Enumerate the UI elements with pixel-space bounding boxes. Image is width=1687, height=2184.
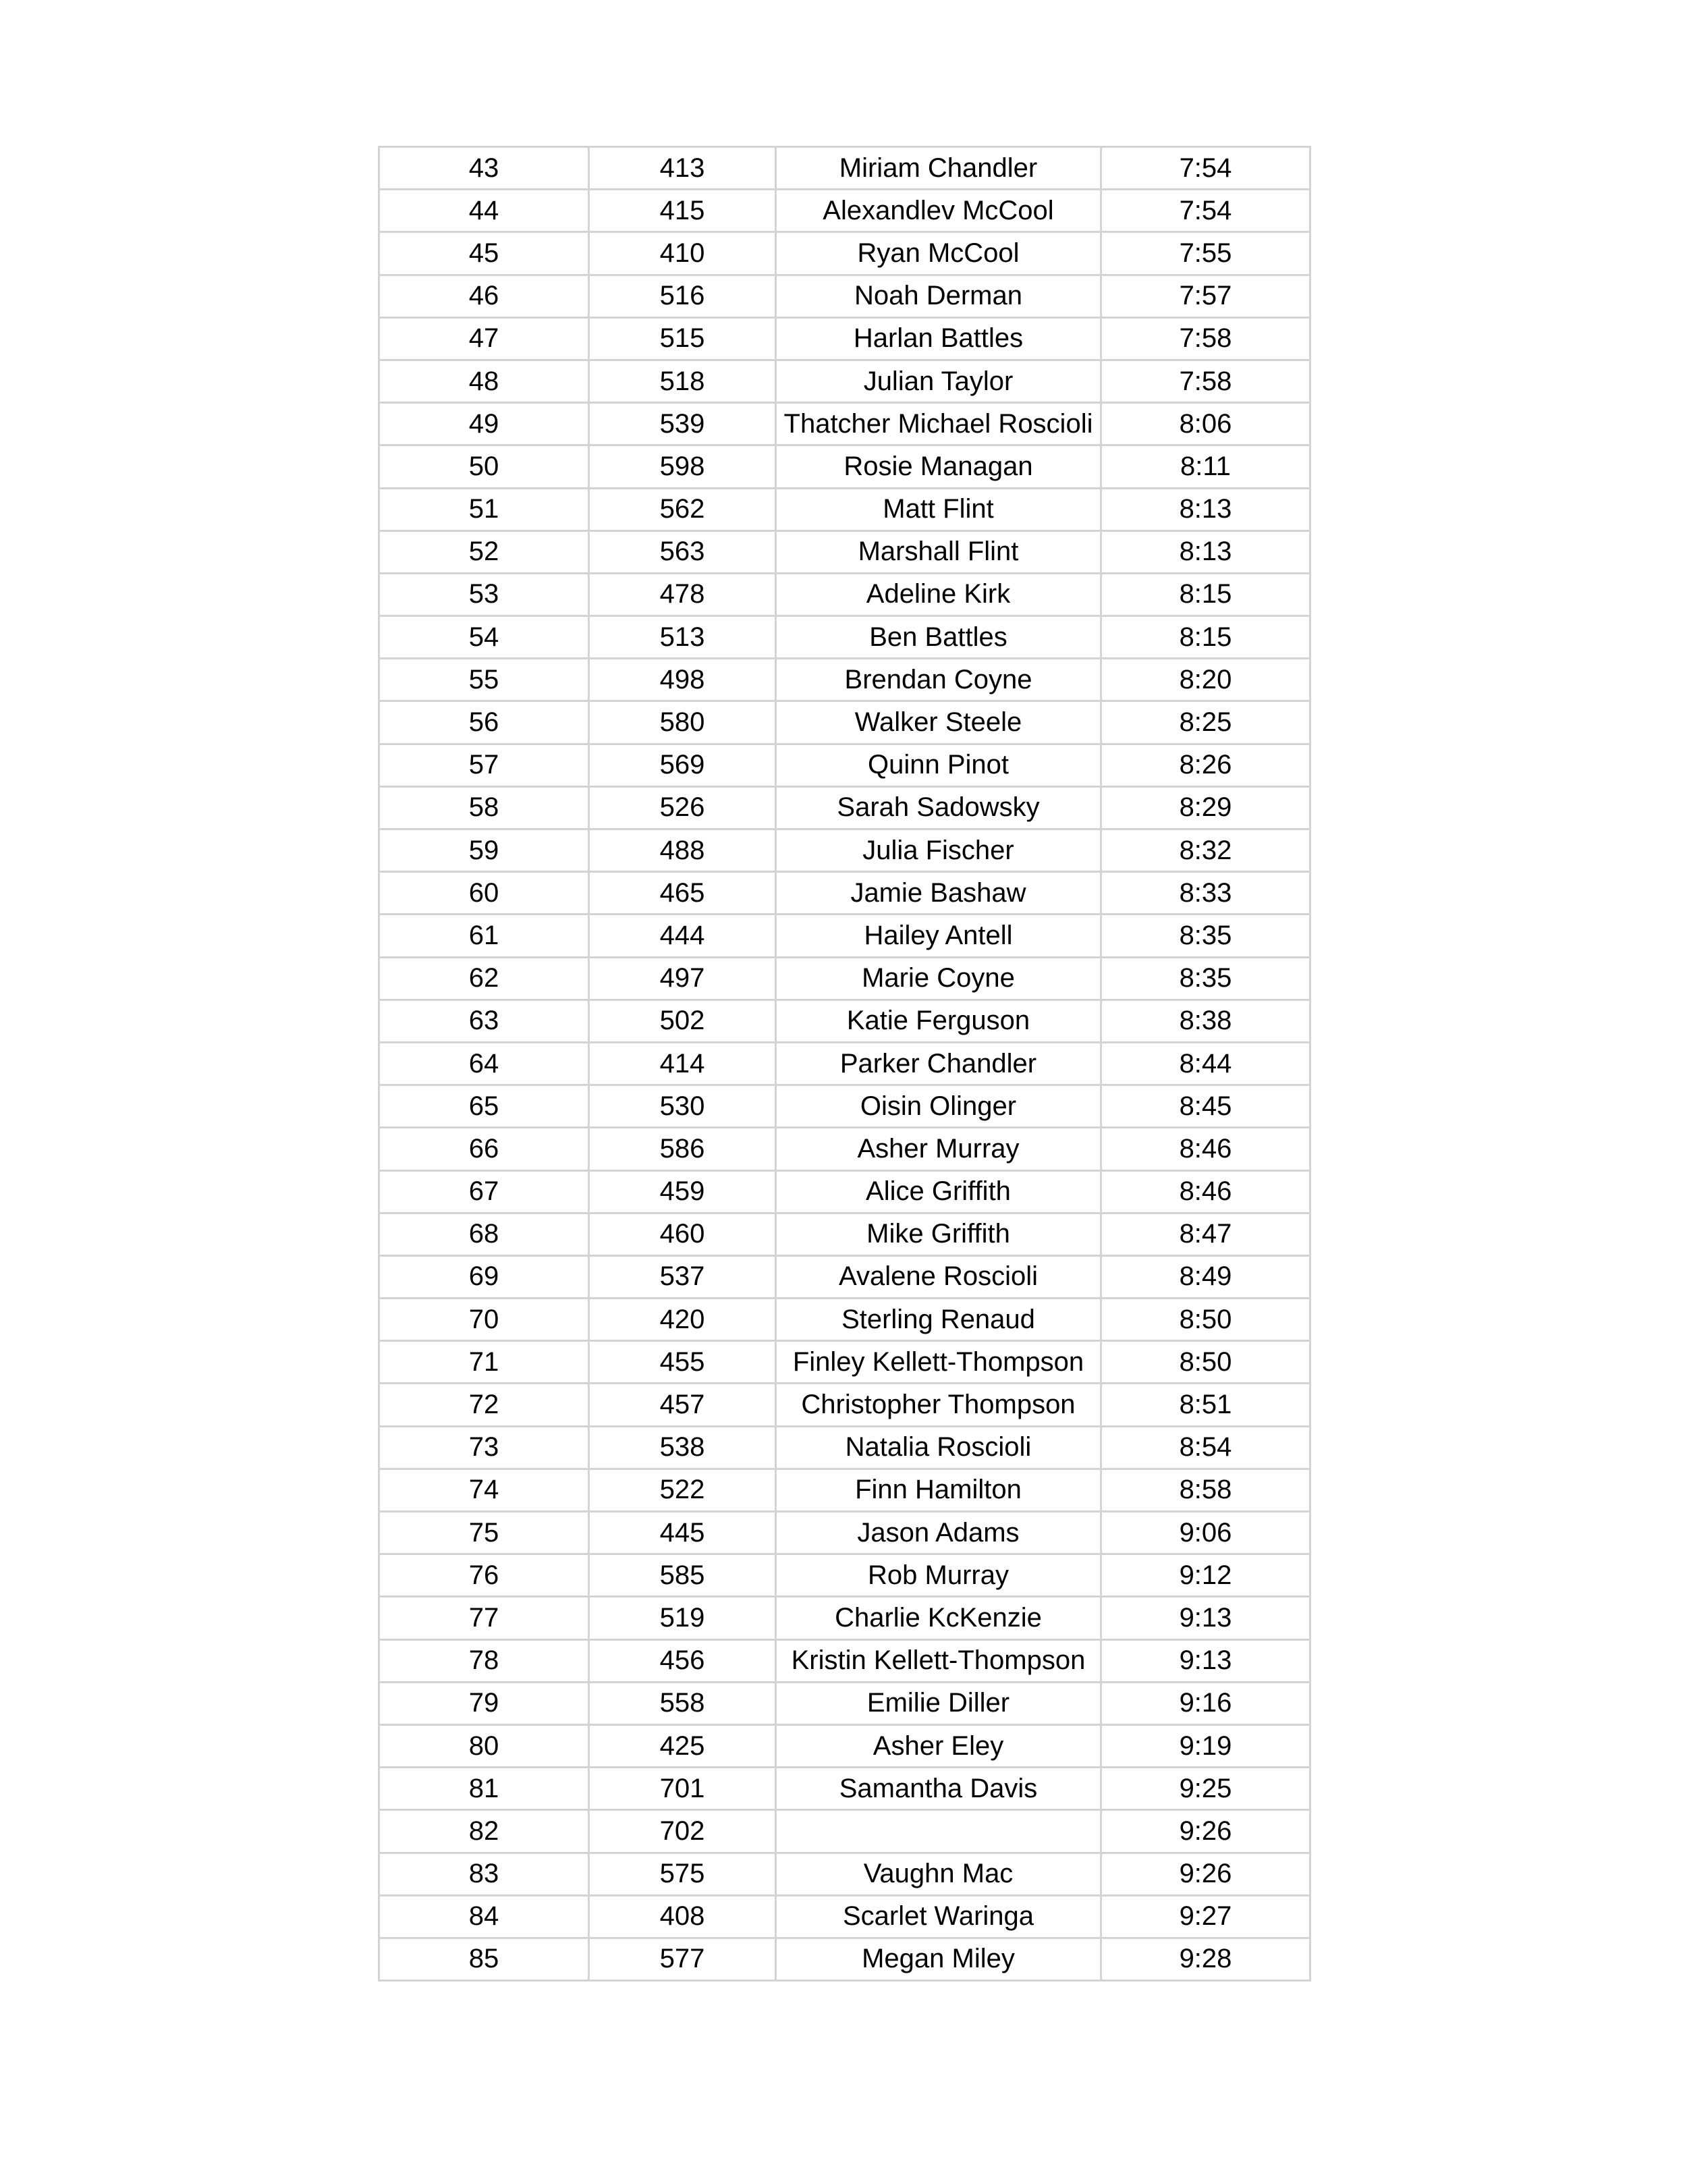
bib-cell: 497 bbox=[589, 957, 776, 1000]
finish-time-cell: 9:19 bbox=[1101, 1724, 1310, 1767]
bib-cell: 498 bbox=[589, 659, 776, 701]
place-cell: 73 bbox=[379, 1426, 589, 1469]
finish-time-cell: 8:50 bbox=[1101, 1299, 1310, 1341]
runner-name-cell: Oisin Olinger bbox=[776, 1085, 1101, 1128]
finish-time-cell: 7:54 bbox=[1101, 147, 1310, 190]
table-row bbox=[379, 488, 1310, 530]
table-row bbox=[379, 275, 1310, 317]
runner-name-cell: Finley Kellett-Thompson bbox=[776, 1341, 1101, 1384]
runner-name-cell: Matt Flint bbox=[776, 488, 1101, 530]
finish-time-cell: 8:11 bbox=[1101, 445, 1310, 488]
runner-name-cell: Alexandlev McCool bbox=[776, 190, 1101, 232]
bib-cell: 598 bbox=[589, 445, 776, 488]
runner-name-cell: Jason Adams bbox=[776, 1512, 1101, 1554]
table-row bbox=[379, 872, 1310, 914]
finish-time-cell: 8:32 bbox=[1101, 829, 1310, 872]
finish-time-cell: 7:57 bbox=[1101, 275, 1310, 317]
runner-name-cell: Scarlet Waringa bbox=[776, 1895, 1101, 1938]
finish-time-cell: 8:33 bbox=[1101, 872, 1310, 914]
bib-cell: 585 bbox=[589, 1554, 776, 1597]
place-cell: 60 bbox=[379, 872, 589, 914]
runner-name-cell: Asher Murray bbox=[776, 1128, 1101, 1170]
place-cell: 69 bbox=[379, 1255, 589, 1298]
place-cell: 83 bbox=[379, 1853, 589, 1895]
finish-time-cell: 8:13 bbox=[1101, 530, 1310, 573]
bib-cell: 408 bbox=[589, 1895, 776, 1938]
bib-cell: 444 bbox=[589, 914, 776, 957]
table-row bbox=[379, 1426, 1310, 1469]
bib-cell: 414 bbox=[589, 1042, 776, 1085]
bib-cell: 537 bbox=[589, 1255, 776, 1298]
table-row bbox=[379, 1042, 1310, 1085]
finish-time-cell: 7:55 bbox=[1101, 232, 1310, 275]
place-cell: 45 bbox=[379, 232, 589, 275]
table-row bbox=[379, 360, 1310, 402]
runner-name-cell: Brendan Coyne bbox=[776, 659, 1101, 701]
table-row bbox=[379, 1213, 1310, 1255]
finish-time-cell: 8:35 bbox=[1101, 957, 1310, 1000]
place-cell: 77 bbox=[379, 1597, 589, 1639]
bib-cell: 563 bbox=[589, 530, 776, 573]
place-cell: 71 bbox=[379, 1341, 589, 1384]
table-row bbox=[379, 1469, 1310, 1511]
bib-cell: 516 bbox=[589, 275, 776, 317]
runner-name-cell: Harlan Battles bbox=[776, 317, 1101, 360]
place-cell: 51 bbox=[379, 488, 589, 530]
finish-time-cell: 8:46 bbox=[1101, 1170, 1310, 1213]
runner-name-cell: Mike Griffith bbox=[776, 1213, 1101, 1255]
place-cell: 70 bbox=[379, 1299, 589, 1341]
table-row bbox=[379, 530, 1310, 573]
bib-cell: 575 bbox=[589, 1853, 776, 1895]
table-row bbox=[379, 1299, 1310, 1341]
finish-time-cell: 8:47 bbox=[1101, 1213, 1310, 1255]
place-cell: 75 bbox=[379, 1512, 589, 1554]
table-row bbox=[379, 1639, 1310, 1682]
finish-time-cell: 9:26 bbox=[1101, 1810, 1310, 1853]
finish-time-cell: 8:54 bbox=[1101, 1426, 1310, 1469]
table-row bbox=[379, 1255, 1310, 1298]
place-cell: 47 bbox=[379, 317, 589, 360]
place-cell: 72 bbox=[379, 1384, 589, 1426]
bib-cell: 526 bbox=[589, 786, 776, 829]
bib-cell: 530 bbox=[589, 1085, 776, 1128]
place-cell: 44 bbox=[379, 190, 589, 232]
table-row bbox=[379, 1768, 1310, 1810]
bib-cell: 513 bbox=[589, 616, 776, 659]
table-row bbox=[379, 957, 1310, 1000]
runner-name-cell: Sarah Sadowsky bbox=[776, 786, 1101, 829]
table-row bbox=[379, 445, 1310, 488]
runner-name-cell: Charlie KcKenzie bbox=[776, 1597, 1101, 1639]
place-cell: 84 bbox=[379, 1895, 589, 1938]
bib-cell: 465 bbox=[589, 872, 776, 914]
finish-time-cell: 8:44 bbox=[1101, 1042, 1310, 1085]
place-cell: 56 bbox=[379, 701, 589, 744]
results-table bbox=[378, 146, 1311, 1982]
place-cell: 54 bbox=[379, 616, 589, 659]
runner-name-cell: Megan Miley bbox=[776, 1938, 1101, 1980]
table-row bbox=[379, 1384, 1310, 1426]
place-cell: 63 bbox=[379, 1000, 589, 1042]
runner-name-cell: Katie Ferguson bbox=[776, 1000, 1101, 1042]
place-cell: 61 bbox=[379, 914, 589, 957]
table-row bbox=[379, 317, 1310, 360]
results-table-body bbox=[379, 147, 1310, 1981]
runner-name-cell: Adeline Kirk bbox=[776, 573, 1101, 616]
table-row bbox=[379, 1682, 1310, 1724]
runner-name-cell: Natalia Roscioli bbox=[776, 1426, 1101, 1469]
finish-time-cell: 9:06 bbox=[1101, 1512, 1310, 1554]
finish-time-cell: 8:51 bbox=[1101, 1384, 1310, 1426]
bib-cell: 558 bbox=[589, 1682, 776, 1724]
place-cell: 53 bbox=[379, 573, 589, 616]
table-row bbox=[379, 829, 1310, 872]
bib-cell: 586 bbox=[589, 1128, 776, 1170]
place-cell: 50 bbox=[379, 445, 589, 488]
runner-name-cell: Parker Chandler bbox=[776, 1042, 1101, 1085]
finish-time-cell: 8:50 bbox=[1101, 1341, 1310, 1384]
table-row bbox=[379, 914, 1310, 957]
runner-name-cell: Sterling Renaud bbox=[776, 1299, 1101, 1341]
table-row bbox=[379, 1512, 1310, 1554]
place-cell: 55 bbox=[379, 659, 589, 701]
runner-name-cell: Thatcher Michael Roscioli bbox=[776, 403, 1101, 445]
table-row bbox=[379, 1853, 1310, 1895]
table-row bbox=[379, 1724, 1310, 1767]
bib-cell: 502 bbox=[589, 1000, 776, 1042]
table-row bbox=[379, 744, 1310, 786]
finish-time-cell: 8:35 bbox=[1101, 914, 1310, 957]
table-row bbox=[379, 701, 1310, 744]
bib-cell: 420 bbox=[589, 1299, 776, 1341]
place-cell: 85 bbox=[379, 1938, 589, 1980]
bib-cell: 456 bbox=[589, 1639, 776, 1682]
bib-cell: 702 bbox=[589, 1810, 776, 1853]
place-cell: 65 bbox=[379, 1085, 589, 1128]
runner-name-cell: Marie Coyne bbox=[776, 957, 1101, 1000]
table-row bbox=[379, 1810, 1310, 1853]
finish-time-cell: 9:27 bbox=[1101, 1895, 1310, 1938]
finish-time-cell: 8:15 bbox=[1101, 573, 1310, 616]
runner-name-cell bbox=[776, 1810, 1101, 1853]
runner-name-cell: Emilie Diller bbox=[776, 1682, 1101, 1724]
table-row bbox=[379, 1170, 1310, 1213]
place-cell: 67 bbox=[379, 1170, 589, 1213]
table-row bbox=[379, 573, 1310, 616]
place-cell: 66 bbox=[379, 1128, 589, 1170]
table-row bbox=[379, 1128, 1310, 1170]
finish-time-cell: 9:26 bbox=[1101, 1853, 1310, 1895]
bib-cell: 415 bbox=[589, 190, 776, 232]
place-cell: 43 bbox=[379, 147, 589, 190]
bib-cell: 488 bbox=[589, 829, 776, 872]
finish-time-cell: 8:26 bbox=[1101, 744, 1310, 786]
finish-time-cell: 8:06 bbox=[1101, 403, 1310, 445]
runner-name-cell: Avalene Roscioli bbox=[776, 1255, 1101, 1298]
place-cell: 80 bbox=[379, 1724, 589, 1767]
runner-name-cell: Julian Taylor bbox=[776, 360, 1101, 402]
table-row bbox=[379, 616, 1310, 659]
place-cell: 62 bbox=[379, 957, 589, 1000]
bib-cell: 478 bbox=[589, 573, 776, 616]
bib-cell: 455 bbox=[589, 1341, 776, 1384]
runner-name-cell: Christopher Thompson bbox=[776, 1384, 1101, 1426]
table-row bbox=[379, 1895, 1310, 1938]
bib-cell: 539 bbox=[589, 403, 776, 445]
place-cell: 68 bbox=[379, 1213, 589, 1255]
runner-name-cell: Noah Derman bbox=[776, 275, 1101, 317]
table-row bbox=[379, 659, 1310, 701]
bib-cell: 445 bbox=[589, 1512, 776, 1554]
runner-name-cell: Miriam Chandler bbox=[776, 147, 1101, 190]
runner-name-cell: Alice Griffith bbox=[776, 1170, 1101, 1213]
finish-time-cell: 8:13 bbox=[1101, 488, 1310, 530]
runner-name-cell: Finn Hamilton bbox=[776, 1469, 1101, 1511]
place-cell: 57 bbox=[379, 744, 589, 786]
place-cell: 49 bbox=[379, 403, 589, 445]
bib-cell: 518 bbox=[589, 360, 776, 402]
finish-time-cell: 8:46 bbox=[1101, 1128, 1310, 1170]
runner-name-cell: Vaughn Mac bbox=[776, 1853, 1101, 1895]
table-row bbox=[379, 1938, 1310, 1980]
finish-time-cell: 8:20 bbox=[1101, 659, 1310, 701]
runner-name-cell: Rob Murray bbox=[776, 1554, 1101, 1597]
finish-time-cell: 8:25 bbox=[1101, 701, 1310, 744]
place-cell: 58 bbox=[379, 786, 589, 829]
bib-cell: 538 bbox=[589, 1426, 776, 1469]
table-row bbox=[379, 232, 1310, 275]
table-row bbox=[379, 190, 1310, 232]
bib-cell: 457 bbox=[589, 1384, 776, 1426]
finish-time-cell: 9:13 bbox=[1101, 1639, 1310, 1682]
bib-cell: 459 bbox=[589, 1170, 776, 1213]
finish-time-cell: 8:29 bbox=[1101, 786, 1310, 829]
place-cell: 59 bbox=[379, 829, 589, 872]
runner-name-cell: Samantha Davis bbox=[776, 1768, 1101, 1810]
place-cell: 74 bbox=[379, 1469, 589, 1511]
runner-name-cell: Hailey Antell bbox=[776, 914, 1101, 957]
bib-cell: 577 bbox=[589, 1938, 776, 1980]
finish-time-cell: 9:12 bbox=[1101, 1554, 1310, 1597]
runner-name-cell: Julia Fischer bbox=[776, 829, 1101, 872]
place-cell: 48 bbox=[379, 360, 589, 402]
finish-time-cell: 9:13 bbox=[1101, 1597, 1310, 1639]
finish-time-cell: 8:45 bbox=[1101, 1085, 1310, 1128]
runner-name-cell: Asher Eley bbox=[776, 1724, 1101, 1767]
bib-cell: 562 bbox=[589, 488, 776, 530]
place-cell: 46 bbox=[379, 275, 589, 317]
runner-name-cell: Marshall Flint bbox=[776, 530, 1101, 573]
bib-cell: 515 bbox=[589, 317, 776, 360]
table-row bbox=[379, 1341, 1310, 1384]
table-row bbox=[379, 786, 1310, 829]
place-cell: 81 bbox=[379, 1768, 589, 1810]
bib-cell: 425 bbox=[589, 1724, 776, 1767]
table-row bbox=[379, 1000, 1310, 1042]
place-cell: 64 bbox=[379, 1042, 589, 1085]
table-row bbox=[379, 147, 1310, 190]
table-row bbox=[379, 403, 1310, 445]
bib-cell: 410 bbox=[589, 232, 776, 275]
place-cell: 78 bbox=[379, 1639, 589, 1682]
finish-time-cell: 8:49 bbox=[1101, 1255, 1310, 1298]
bib-cell: 569 bbox=[589, 744, 776, 786]
runner-name-cell: Walker Steele bbox=[776, 701, 1101, 744]
bib-cell: 413 bbox=[589, 147, 776, 190]
bib-cell: 522 bbox=[589, 1469, 776, 1511]
bib-cell: 460 bbox=[589, 1213, 776, 1255]
runner-name-cell: Jamie Bashaw bbox=[776, 872, 1101, 914]
finish-time-cell: 9:28 bbox=[1101, 1938, 1310, 1980]
table-row bbox=[379, 1597, 1310, 1639]
bib-cell: 580 bbox=[589, 701, 776, 744]
finish-time-cell: 8:38 bbox=[1101, 1000, 1310, 1042]
runner-name-cell: Kristin Kellett-Thompson bbox=[776, 1639, 1101, 1682]
table-row bbox=[379, 1085, 1310, 1128]
finish-time-cell: 7:54 bbox=[1101, 190, 1310, 232]
runner-name-cell: Ryan McCool bbox=[776, 232, 1101, 275]
place-cell: 76 bbox=[379, 1554, 589, 1597]
place-cell: 82 bbox=[379, 1810, 589, 1853]
finish-time-cell: 8:58 bbox=[1101, 1469, 1310, 1511]
finish-time-cell: 7:58 bbox=[1101, 360, 1310, 402]
place-cell: 52 bbox=[379, 530, 589, 573]
runner-name-cell: Ben Battles bbox=[776, 616, 1101, 659]
finish-time-cell: 7:58 bbox=[1101, 317, 1310, 360]
bib-cell: 519 bbox=[589, 1597, 776, 1639]
place-cell: 79 bbox=[379, 1682, 589, 1724]
runner-name-cell: Rosie Managan bbox=[776, 445, 1101, 488]
runner-name-cell: Quinn Pinot bbox=[776, 744, 1101, 786]
finish-time-cell: 8:15 bbox=[1101, 616, 1310, 659]
bib-cell: 701 bbox=[589, 1768, 776, 1810]
finish-time-cell: 9:16 bbox=[1101, 1682, 1310, 1724]
finish-time-cell: 9:25 bbox=[1101, 1768, 1310, 1810]
table-row bbox=[379, 1554, 1310, 1597]
